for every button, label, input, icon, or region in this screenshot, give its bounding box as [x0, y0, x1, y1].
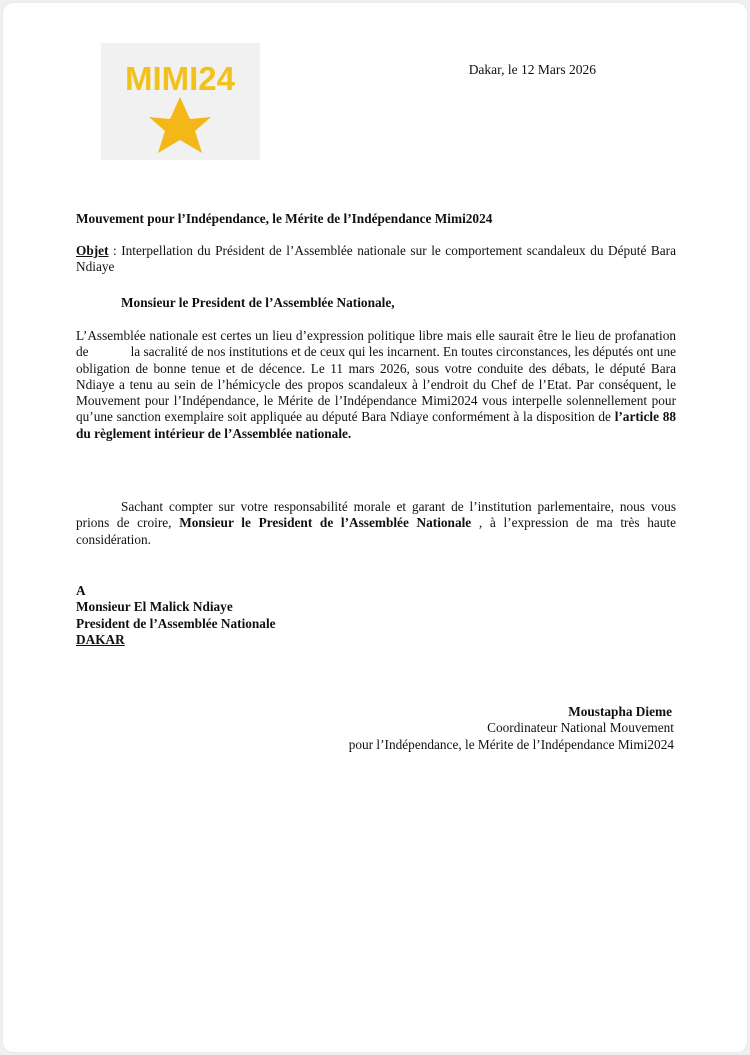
- subject-label: Objet: [76, 243, 109, 258]
- recipient-prefix: A: [76, 583, 86, 598]
- logo-text: MIMI24: [124, 60, 236, 97]
- movement-heading: Mouvement pour l’Indépendance, le Mérite de l’Indépendance Mimi2024: [76, 211, 493, 226]
- subject-line: [76, 243, 676, 276]
- signatory-name: Moustapha Dieme: [568, 704, 672, 719]
- body-paragraph-1: [76, 328, 676, 442]
- body-p2-text-a: Sachant compter sur votre responsabilité morale et garant de l’institution parlementaire, nous vous prions de croire,: [76, 499, 676, 531]
- letter-page: [3, 3, 747, 1052]
- star-icon: [149, 97, 211, 153]
- subject-text: Interpellation du Président de l’Assemblée nationale sur le comportement scandaleux du Député Bara Ndiaye: [76, 243, 677, 275]
- body-p1-article-ref: l’article 88 du règlement intérieur de l’Assemblée nationale.: [76, 409, 676, 441]
- signatory-role-line1: Coordinateur National Mouvement: [487, 720, 674, 736]
- signature-block: [349, 704, 674, 753]
- body-p2-text-b: , à l’expression de ma très haute considération.: [76, 515, 676, 547]
- recipient-name: Monsieur El Malick Ndiaye: [76, 599, 233, 615]
- salutation: Monsieur le President de l’Assemblée Nationale,: [121, 295, 395, 310]
- body-p2-bold: Monsieur le President de l’Assemblée Nationale: [179, 515, 472, 531]
- subject-separator: :: [108, 243, 122, 258]
- body-p1-text-a: L’Assemblée nationale est certes un lieu d’expression politique libre mais elle saurait être le lieu de profanation de: [76, 328, 676, 360]
- logo-graphic: [101, 43, 260, 160]
- body-p1-text-b: la sacralité de nos institutions et de ceux qui les incarnent. En toutes circonstances, les députés ont une obligation de bonne tenue et de décence. Le 11 mars 2026, sous votre conduite des débats, le député Bara Ndiaye a tenu au sein de l’hémicycle des propos scandaleux à l’endroit du Chef de l’Etat. Par conséquent, le Mouvement pour l’Indépendance, le Mérite de l’Indépendance Mimi2024 vous interpelle solennellement pour qu’une sanction exemplaire soit appliquée au député Bara Ndiaye conformément à la disposition de: [76, 344, 676, 425]
- recipient-city: DAKAR: [76, 631, 125, 647]
- signatory-role-line2: pour l’Indépendance, le Mérite de l’Indépendance Mimi2024: [348, 736, 674, 752]
- body-paragraph-2: [76, 499, 676, 548]
- recipient-title: President de l’Assemblée Nationale: [76, 615, 276, 631]
- letter-date: Dakar, le 12 Mars 2026: [468, 62, 596, 77]
- logo: [101, 43, 260, 160]
- recipient-block: [76, 583, 376, 648]
